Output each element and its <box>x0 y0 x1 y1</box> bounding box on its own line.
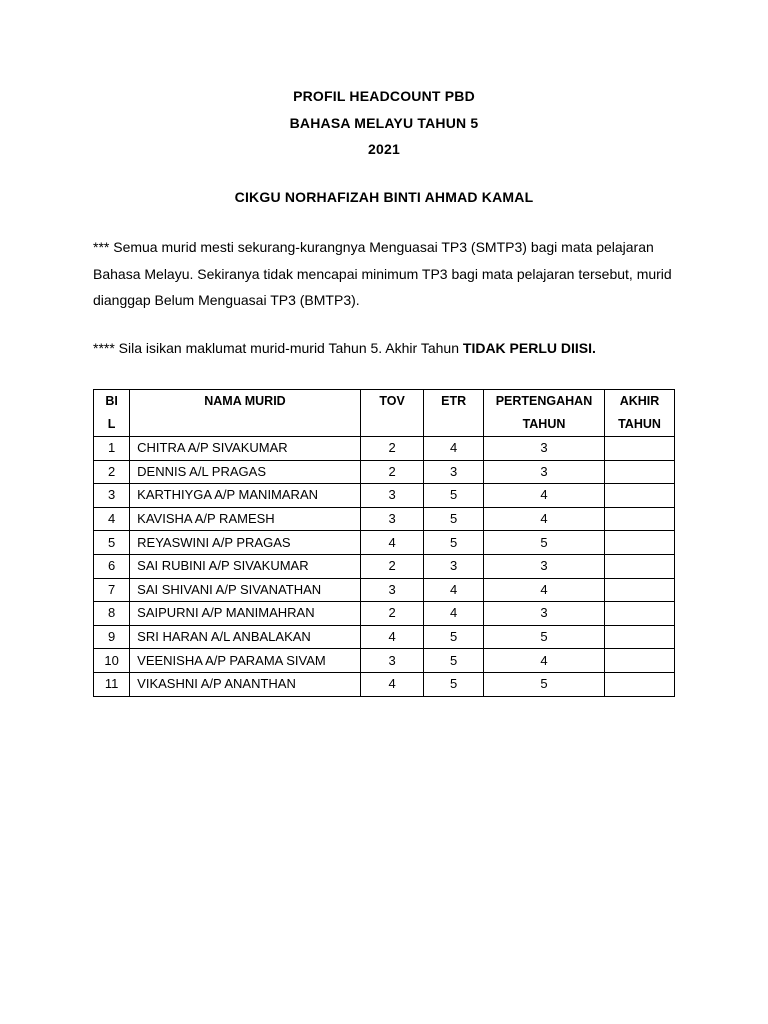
table-row <box>94 578 675 602</box>
cell-pertengahan-tahun: 3 <box>483 437 604 461</box>
header-bil <box>94 390 130 437</box>
cell-akhir-tahun <box>605 554 675 578</box>
cell-tov: 2 <box>360 602 424 626</box>
header-nama-murid: NAMA MURID <box>130 390 361 437</box>
header-tov: TOV <box>360 390 424 437</box>
cell-pertengahan-tahun: 3 <box>483 460 604 484</box>
header-etr: ETR <box>424 390 484 437</box>
cell-pertengahan-tahun: 4 <box>483 507 604 531</box>
header-akhir-tahun-line2: TAHUN <box>618 417 661 431</box>
cell-nama-murid: SAI SHIVANI A/P SIVANATHAN <box>130 578 361 602</box>
table-header-row <box>94 390 675 437</box>
cell-nama-murid: REYASWINI A/P PRAGAS <box>130 531 361 555</box>
cell-tov: 2 <box>360 460 424 484</box>
cell-pertengahan-tahun: 5 <box>483 531 604 555</box>
cell-bil: 10 <box>94 649 130 673</box>
cell-tov: 3 <box>360 649 424 673</box>
cell-tov: 4 <box>360 531 424 555</box>
cell-tov: 3 <box>360 484 424 508</box>
table-row <box>94 554 675 578</box>
cell-bil: 6 <box>94 554 130 578</box>
cell-etr: 5 <box>424 649 484 673</box>
cell-etr: 3 <box>424 554 484 578</box>
table-row <box>94 460 675 484</box>
cell-nama-murid: SAI RUBINI A/P SIVAKUMAR <box>130 554 361 578</box>
table-row <box>94 672 675 696</box>
cell-bil: 4 <box>94 507 130 531</box>
teacher-name: CIKGU NORHAFIZAH BINTI AHMAD KAMAL <box>234 189 534 205</box>
cell-nama-murid: CHITRA A/P SIVAKUMAR <box>130 437 361 461</box>
cell-pertengahan-tahun: 3 <box>483 602 604 626</box>
cell-etr: 3 <box>424 460 484 484</box>
table-row <box>94 602 675 626</box>
cell-pertengahan-tahun: 4 <box>483 578 604 602</box>
cell-etr: 5 <box>424 672 484 696</box>
note-instruction-text: **** Sila isikan maklumat murid-murid Tahun 5. Akhir Tahun <box>93 340 463 356</box>
table-row <box>94 531 675 555</box>
cell-tov: 2 <box>360 554 424 578</box>
cell-tov: 3 <box>360 507 424 531</box>
cell-akhir-tahun <box>605 578 675 602</box>
cell-akhir-tahun <box>605 625 675 649</box>
cell-akhir-tahun <box>605 531 675 555</box>
table-row <box>94 649 675 673</box>
cell-akhir-tahun <box>605 437 675 461</box>
cell-tov: 4 <box>360 625 424 649</box>
cell-akhir-tahun <box>605 484 675 508</box>
cell-etr: 5 <box>424 484 484 508</box>
headcount-table <box>93 389 675 697</box>
cell-nama-murid: DENNIS A/L PRAGAS <box>130 460 361 484</box>
cell-etr: 5 <box>424 507 484 531</box>
document-year: 2021 <box>368 141 400 157</box>
note-instruction-emphasis: TIDAK PERLU DIISI. <box>462 340 596 356</box>
cell-akhir-tahun <box>605 460 675 484</box>
cell-bil: 5 <box>94 531 130 555</box>
header-pertengahan-tahun-line2: TAHUN <box>522 417 566 431</box>
table-row <box>94 484 675 508</box>
cell-etr: 4 <box>424 437 484 461</box>
cell-etr: 4 <box>424 602 484 626</box>
cell-nama-murid: VIKASHNI A/P ANANTHAN <box>130 672 361 696</box>
cell-etr: 5 <box>424 531 484 555</box>
table-body <box>94 437 675 697</box>
cell-nama-murid: KARTHIYGA A/P MANIMARAN <box>130 484 361 508</box>
cell-akhir-tahun <box>605 649 675 673</box>
cell-akhir-tahun <box>605 602 675 626</box>
cell-etr: 5 <box>424 625 484 649</box>
cell-nama-murid: VEENISHA A/P PARAMA SIVAM <box>130 649 361 673</box>
cell-etr: 4 <box>424 578 484 602</box>
header-akhir-tahun <box>605 390 675 437</box>
cell-akhir-tahun <box>605 672 675 696</box>
cell-nama-murid: SAIPURNI A/P MANIMAHRAN <box>130 602 361 626</box>
cell-pertengahan-tahun: 3 <box>483 554 604 578</box>
cell-bil: 8 <box>94 602 130 626</box>
cell-nama-murid: KAVISHA A/P RAMESH <box>130 507 361 531</box>
cell-pertengahan-tahun: 5 <box>483 672 604 696</box>
header-bil-line2: L <box>107 417 116 431</box>
cell-bil: 9 <box>94 625 130 649</box>
cell-bil: 3 <box>94 484 130 508</box>
header-bil-line1: BI <box>105 394 118 408</box>
cell-tov: 3 <box>360 578 424 602</box>
cell-tov: 2 <box>360 437 424 461</box>
header-akhir-tahun-line1: AKHIR <box>619 394 660 408</box>
cell-pertengahan-tahun: 4 <box>483 649 604 673</box>
header-pertengahan-tahun <box>483 390 604 437</box>
cell-bil: 7 <box>94 578 130 602</box>
cell-bil: 2 <box>94 460 130 484</box>
cell-bil: 11 <box>94 672 130 696</box>
document-title: PROFIL HEADCOUNT PBD <box>293 88 475 104</box>
note-requirement: *** Semua murid mesti sekurang-kurangnya Menguasai TP3 (SMTP3) bagi mata pelajaran Bahasa Melayu. Sekiranya tidak mencapai minimum TP3 bagi mata pelajaran tersebut, murid dianggap Belum Menguasai TP3 (BMTP3). <box>93 239 672 308</box>
cell-nama-murid: SRI HARAN A/L ANBALAKAN <box>130 625 361 649</box>
cell-pertengahan-tahun: 5 <box>483 625 604 649</box>
cell-pertengahan-tahun: 4 <box>483 484 604 508</box>
table-row <box>94 625 675 649</box>
cell-akhir-tahun <box>605 507 675 531</box>
header-pertengahan-tahun-line1: PERTENGAHAN <box>495 394 593 408</box>
table-row <box>94 437 675 461</box>
table-row <box>94 507 675 531</box>
cell-bil: 1 <box>94 437 130 461</box>
note-instruction <box>93 335 693 362</box>
document-subtitle: BAHASA MELAYU TAHUN 5 <box>289 115 479 131</box>
cell-tov: 4 <box>360 672 424 696</box>
